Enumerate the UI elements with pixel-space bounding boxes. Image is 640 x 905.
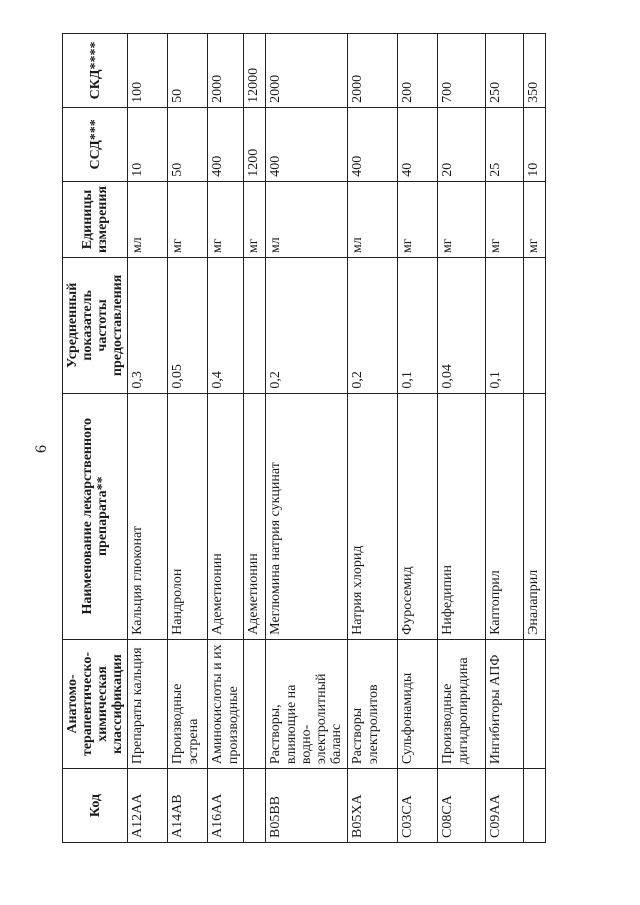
row-atc [244,639,266,768]
table-row [486,34,524,843]
row-ssd: 20 [438,107,486,181]
row-atc: Сульфонамиды [398,639,438,768]
row-atc: Аминокислоты и их производные [208,639,244,768]
row-drug: Нифедипин [438,393,486,639]
row-code: A12AA [128,769,168,843]
table-row [266,34,348,843]
header-ssd: ССД*** [63,107,128,181]
row-drug: Натрия хлорид [348,393,398,639]
row-atc: Производные эстрена [168,639,208,768]
header-unit: Единицы измерения [63,181,128,257]
row-drug: Эналаприл [524,393,546,639]
row-unit: мг [524,181,546,257]
row-unit: мг [398,181,438,257]
row-unit: мг [168,181,208,257]
row-drug: Каптоприл [486,393,524,639]
row-code: B05BB [266,769,348,843]
row-drug: Адеметионин [208,393,244,639]
row-frequency: 0,1 [398,258,438,393]
row-frequency: 0,2 [266,258,348,393]
row-code: C08CA [438,769,486,843]
row-code: A14AB [168,769,208,843]
row-unit: мг [208,181,244,257]
table-row [208,34,244,843]
rotated-page [62,33,595,843]
row-skd: 250 [486,34,524,108]
row-code: C09AA [486,769,524,843]
row-unit: мл [266,181,348,257]
table-row [128,34,168,843]
row-ssd: 10 [524,107,546,181]
row-drug: Нандролон [168,393,208,639]
row-ssd: 400 [348,107,398,181]
row-skd: 700 [438,34,486,108]
row-frequency [244,258,266,393]
row-frequency: 0,05 [168,258,208,393]
row-unit: мг [486,181,524,257]
row-frequency: 0,04 [438,258,486,393]
page-number: 6 [33,445,50,453]
row-skd: 2000 [266,34,348,108]
header-skd: СКД**** [63,34,128,108]
row-atc: Растворы электролитов [348,639,398,768]
row-ssd: 1200 [244,107,266,181]
row-ssd: 40 [398,107,438,181]
row-unit: мг [244,181,266,257]
row-code [524,769,546,843]
row-ssd: 400 [266,107,348,181]
header-frequency: Усредненный показатель частоты предоставления [63,258,128,393]
row-skd: 2000 [208,34,244,108]
row-drug: Адеметионин [244,393,266,639]
table-row [244,34,266,843]
table-row [438,34,486,843]
header-row [63,34,128,843]
row-frequency [524,258,546,393]
table-row [524,34,546,843]
row-skd: 100 [128,34,168,108]
row-frequency: 0,1 [486,258,524,393]
row-skd: 200 [398,34,438,108]
row-frequency: 0,4 [208,258,244,393]
row-code: B05XA [348,769,398,843]
row-skd: 350 [524,34,546,108]
row-unit: мл [128,181,168,257]
header-code: Код [63,769,128,843]
row-skd: 50 [168,34,208,108]
row-atc: Ингибиторы АПФ [486,639,524,768]
row-unit: мл [348,181,398,257]
row-atc [524,639,546,768]
row-code: C03CA [398,769,438,843]
row-ssd: 25 [486,107,524,181]
row-frequency: 0,3 [128,258,168,393]
table-row [168,34,208,843]
row-skd: 12000 [244,34,266,108]
row-unit: мг [438,181,486,257]
row-ssd: 400 [208,107,244,181]
row-ssd: 10 [128,107,168,181]
drug-table [62,33,546,843]
row-frequency: 0,2 [348,258,398,393]
row-atc: Препараты кальция [128,639,168,768]
row-atc: Растворы, влияющие на водно-электролитный баланс [266,639,348,768]
row-drug: Фуросемид [398,393,438,639]
row-code: A16AA [208,769,244,843]
row-code [244,769,266,843]
row-ssd: 50 [168,107,208,181]
row-skd: 2000 [348,34,398,108]
row-drug: Меглюмина натрия сукцинат [266,393,348,639]
row-drug: Кальция глюконат [128,393,168,639]
header-drug: Наименование лекарственного препарата** [63,393,128,639]
header-atc: Анатомо-терапевтическо-химическая классификация [63,639,128,768]
row-atc: Производные дигидропиридина [438,639,486,768]
table-row [398,34,438,843]
table-row [348,34,398,843]
